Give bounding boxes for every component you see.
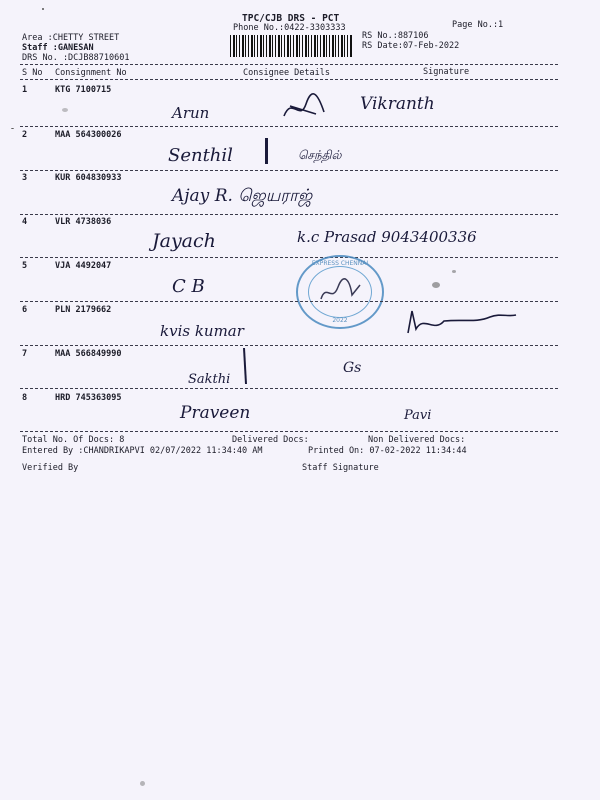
header-divider-top	[20, 64, 558, 65]
row-3-consignment: KUR 604830933	[55, 173, 122, 183]
header-divider-bottom	[20, 79, 558, 80]
delivered-docs: Delivered Docs:	[232, 435, 309, 445]
row-6-signature-scribble	[404, 303, 522, 339]
row-1-signature: Vikranth	[360, 94, 435, 114]
row-1-sno: 1	[22, 85, 28, 95]
column-consignment: Consignment No	[55, 68, 127, 78]
phone-number: Phone No.:0422-3303333	[233, 23, 346, 33]
row-7-sno: 7	[22, 349, 28, 359]
row-2-consignee-name: Senthil	[168, 145, 233, 166]
row-2-signature-stroke	[265, 138, 268, 164]
row-5-consignee-name: C B	[172, 276, 205, 297]
stamp-top-text: EXPRESS CHENNAI	[311, 260, 369, 267]
row-4-sno: 4	[22, 217, 28, 227]
scan-speck	[140, 781, 145, 786]
scan-speck	[452, 270, 456, 273]
column-consignee-details: Consignee Details	[243, 68, 330, 78]
row-divider-8	[20, 431, 558, 432]
rs-date: RS Date:07-Feb-2022	[362, 41, 460, 51]
stamp-bottom-text: 2022	[332, 317, 348, 324]
non-delivered-docs: Non Delivered Docs:	[368, 435, 466, 445]
row-divider-2	[20, 170, 558, 171]
row-divider-3	[20, 214, 558, 215]
row-7-signature: Gs	[343, 360, 362, 376]
row-1-signature-scribble	[280, 92, 328, 124]
verified-by: Verified By	[22, 463, 79, 473]
row-divider-5	[20, 301, 558, 302]
document-title: TPC/CJB DRS - PCT	[242, 13, 340, 24]
row-6-sno: 6	[22, 305, 28, 315]
scan-speck	[62, 108, 68, 112]
row-1-consignee-name: Arun	[172, 104, 210, 122]
total-docs: Total No. Of Docs: 8	[22, 435, 125, 445]
row-2-consignment: MAA 564300026	[55, 130, 122, 140]
row-7-consignment: MAA 566849990	[55, 349, 122, 359]
row-5-sno: 5	[22, 261, 28, 271]
row-2-sno: 2	[22, 130, 28, 140]
drs-number: DRS No. :DCJB88710601	[22, 53, 130, 63]
scan-speck	[42, 8, 44, 10]
delivery-stamp	[296, 255, 384, 329]
row-5-consignment: VJA 4492047	[55, 261, 112, 271]
row-7-consignee-name: Sakthi	[188, 372, 231, 387]
row-2-signature: செந்தில்	[298, 148, 342, 162]
row-divider-6	[20, 345, 558, 346]
row-3-sno: 3	[22, 173, 28, 183]
area-label: Area :CHETTY STREET	[22, 33, 120, 43]
row-4-consignment: VLR 4738036	[55, 217, 112, 227]
column-sno: S No	[22, 68, 43, 78]
scan-speck	[432, 282, 440, 288]
entered-by: Entered By :CHANDRIKAPVI 02/07/2022 11:34:40 AM	[22, 446, 263, 456]
staff-label: Staff :GANESAN	[22, 43, 94, 53]
rs-number: RS No.:887106	[362, 31, 429, 41]
row-1-consignment: KTG 7100715	[55, 85, 112, 95]
barcode	[230, 35, 353, 57]
printed-on: Printed On: 07-02-2022 11:34:44	[308, 446, 467, 456]
row-8-sno: 8	[22, 393, 28, 403]
staff-signature: Staff Signature	[302, 463, 379, 473]
row-divider-1	[20, 126, 558, 127]
row-7-signature-stroke	[234, 346, 256, 386]
row-4-signature: k.c Prasad 9043400336	[297, 228, 477, 246]
row-6-consignment: PLN 2179662	[55, 305, 112, 315]
row-4-consignee-name: Jayach	[152, 230, 216, 252]
row-8-consignee-name: Praveen	[180, 403, 251, 423]
row-divider-7	[20, 388, 558, 389]
stamp-signature-scribble	[318, 277, 364, 307]
row-8-signature: Pavi	[404, 408, 432, 423]
column-signature: Signature	[423, 67, 470, 77]
row-8-consignment: HRD 745363095	[55, 393, 122, 403]
row-3-consignee-name: Ajay R. ஜெயராஜ்	[172, 186, 313, 206]
page-number: Page No.:1	[452, 20, 504, 30]
scan-speck	[11, 128, 14, 129]
row-divider-4	[20, 257, 558, 258]
row-6-consignee-name: kvis kumar	[160, 322, 244, 340]
